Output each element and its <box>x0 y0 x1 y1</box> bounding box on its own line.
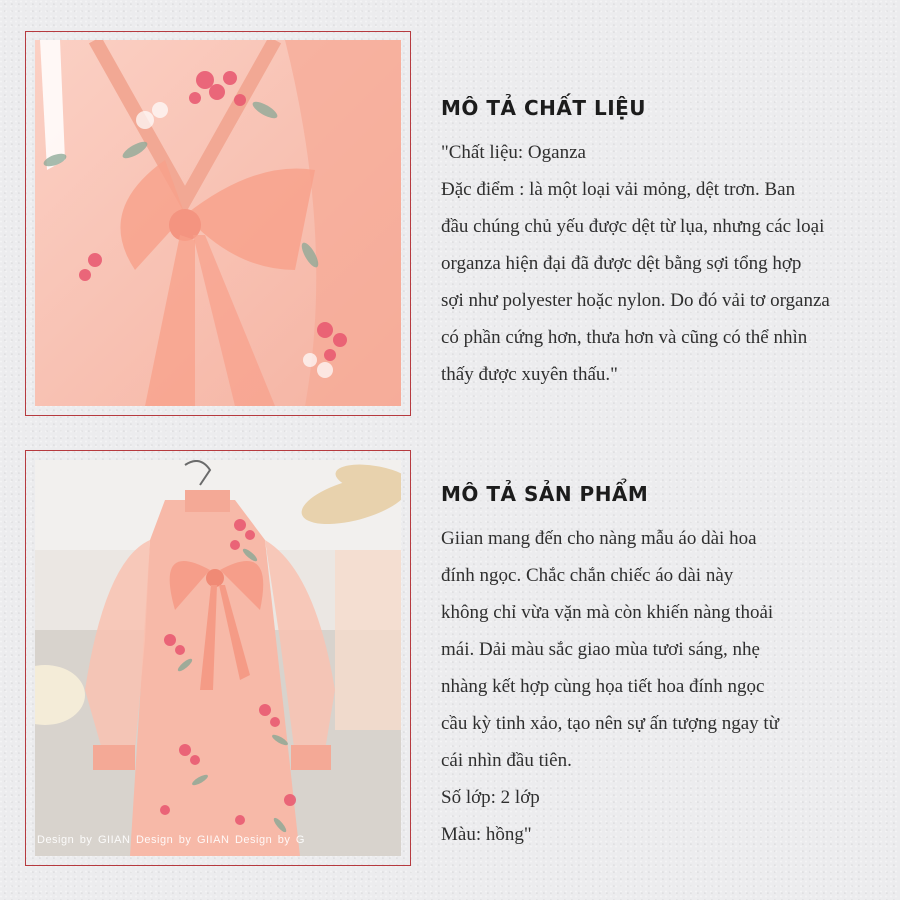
product-line: Màu: hồng" <box>441 824 532 845</box>
material-description <box>441 96 871 393</box>
fabric-closeup-photo <box>35 40 401 406</box>
material-heading: MÔ TẢ CHẤT LIỆU <box>441 96 647 120</box>
material-line: "Chất liệu: Oganza <box>441 142 586 163</box>
product-heading: MÔ TẢ SẢN PHẨM <box>441 482 649 506</box>
product-description <box>441 482 871 853</box>
product-line: cái nhìn đầu tiên. <box>441 750 572 771</box>
product-line: nhàng kết hợp cùng họa tiết hoa đính ngọc <box>441 676 765 697</box>
product-line: Giian mang đến cho nàng mẫu áo dài hoa <box>441 528 757 549</box>
material-line: thấy được xuyên thấu." <box>441 364 618 385</box>
material-line: sợi như polyester hoặc nylon. Do đó vải tơ organza <box>441 290 830 311</box>
product-line: cầu kỳ tinh xảo, tạo nên sự ấn tượng ngay từ <box>441 713 780 734</box>
product-text <box>441 520 871 853</box>
product-line: không chỉ vừa vặn mà còn khiến nàng thoải <box>441 602 774 623</box>
dress-photo <box>35 460 401 856</box>
material-line: đầu chúng chủ yếu được dệt từ lụa, nhưng các loại <box>441 216 825 237</box>
material-text <box>441 134 871 393</box>
product-line: Số lớp: 2 lớp <box>441 787 540 808</box>
material-line: có phần cứng hơn, thưa hơn và cũng có thể nhìn <box>441 327 808 348</box>
product-line: đính ngọc. Chắc chắn chiếc áo dài này <box>441 565 734 586</box>
material-line: organza hiện đại đã được dệt bằng sợi tổng hợp <box>441 253 802 274</box>
product-line: mái. Dải màu sắc giao mùa tươi sáng, nhẹ <box>441 639 760 660</box>
watermark-text: Design by GIIAN Design by GIIAN Design by G <box>37 834 305 846</box>
material-line: Đặc điểm : là một loại vải mỏng, dệt trơn. Ban <box>441 179 796 200</box>
